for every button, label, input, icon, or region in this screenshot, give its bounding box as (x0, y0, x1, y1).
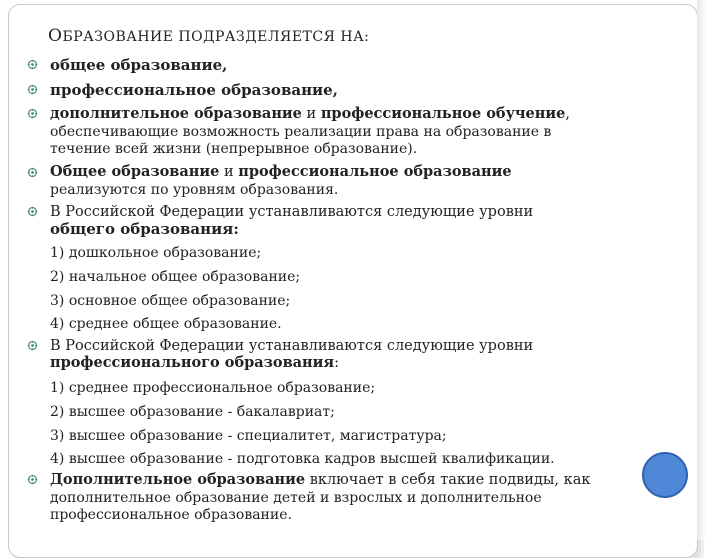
list-item: общее образование, (50, 56, 228, 74)
list-item-continuation: течение всей жизни (непрерывное образование). (50, 141, 418, 157)
list-item: 2) высшее образование - бакалавриат; (50, 404, 335, 420)
list-item (50, 472, 590, 488)
fleuron-bullet-icon (27, 59, 38, 70)
bold-text: профессиональное обучение (320, 105, 566, 122)
plain-text: , (565, 106, 570, 122)
bold-text: профессионального образования (50, 354, 335, 371)
title-first-letter: О (48, 26, 63, 46)
list-item-continuation: общего образования: (50, 220, 239, 238)
list-item-continuation: профессиональное образование. (50, 507, 292, 523)
title-rest: БРАЗОВАНИЕ ПОДРАЗДЕЛЯЕТСЯ НА: (62, 29, 370, 45)
list-item: В Российской Федерации устанавливаются следующие уровни (50, 338, 534, 354)
bold-text: Общее образование (50, 163, 220, 180)
plain-text: и (219, 164, 239, 180)
plain-text: и (301, 106, 321, 122)
list-item-continuation (50, 355, 339, 371)
list-item (50, 106, 570, 122)
fleuron-bullet-icon (27, 84, 38, 95)
list-item: 1) среднее профессиональное образование; (50, 380, 376, 396)
fleuron-bullet-icon (27, 108, 38, 119)
list-item-continuation: дополнительное образование детей и взрослых и дополнительное (50, 490, 542, 506)
list-item: профессиональное образование, (50, 81, 338, 99)
list-item: 1) дошкольное образование; (50, 245, 262, 261)
bold-text: профессиональное образование (238, 163, 512, 180)
fleuron-bullet-icon (27, 340, 38, 351)
fleuron-bullet-icon (27, 474, 38, 485)
fleuron-bullet-icon (27, 206, 38, 217)
list-item: 2) начальное общее образование; (50, 269, 301, 285)
list-item: 4) среднее общее образование. (50, 316, 282, 332)
bold-text: Дополнительное образование (50, 471, 306, 488)
plain-text: : (334, 355, 340, 371)
list-item: 3) основное общее образование; (50, 293, 291, 309)
list-item-continuation: обеспечивающие возможность реализации права на образование в (50, 124, 552, 140)
list-item: В Российской Федерации устанавливаются следующие уровни (50, 204, 534, 220)
bold-text: дополнительное образование (50, 105, 302, 122)
list-item-continuation: реализуются по уровням образования. (50, 182, 339, 198)
plain-text: включает в себя такие подвиды, как (305, 472, 591, 488)
list-item (50, 164, 512, 180)
list-item: 4) высшее образование - подготовка кадров высшей квалификации. (50, 451, 555, 467)
fleuron-bullet-icon (27, 167, 38, 178)
list-item: 3) высшее образование - специалитет, магистратура; (50, 428, 447, 444)
accent-circle (642, 452, 688, 498)
